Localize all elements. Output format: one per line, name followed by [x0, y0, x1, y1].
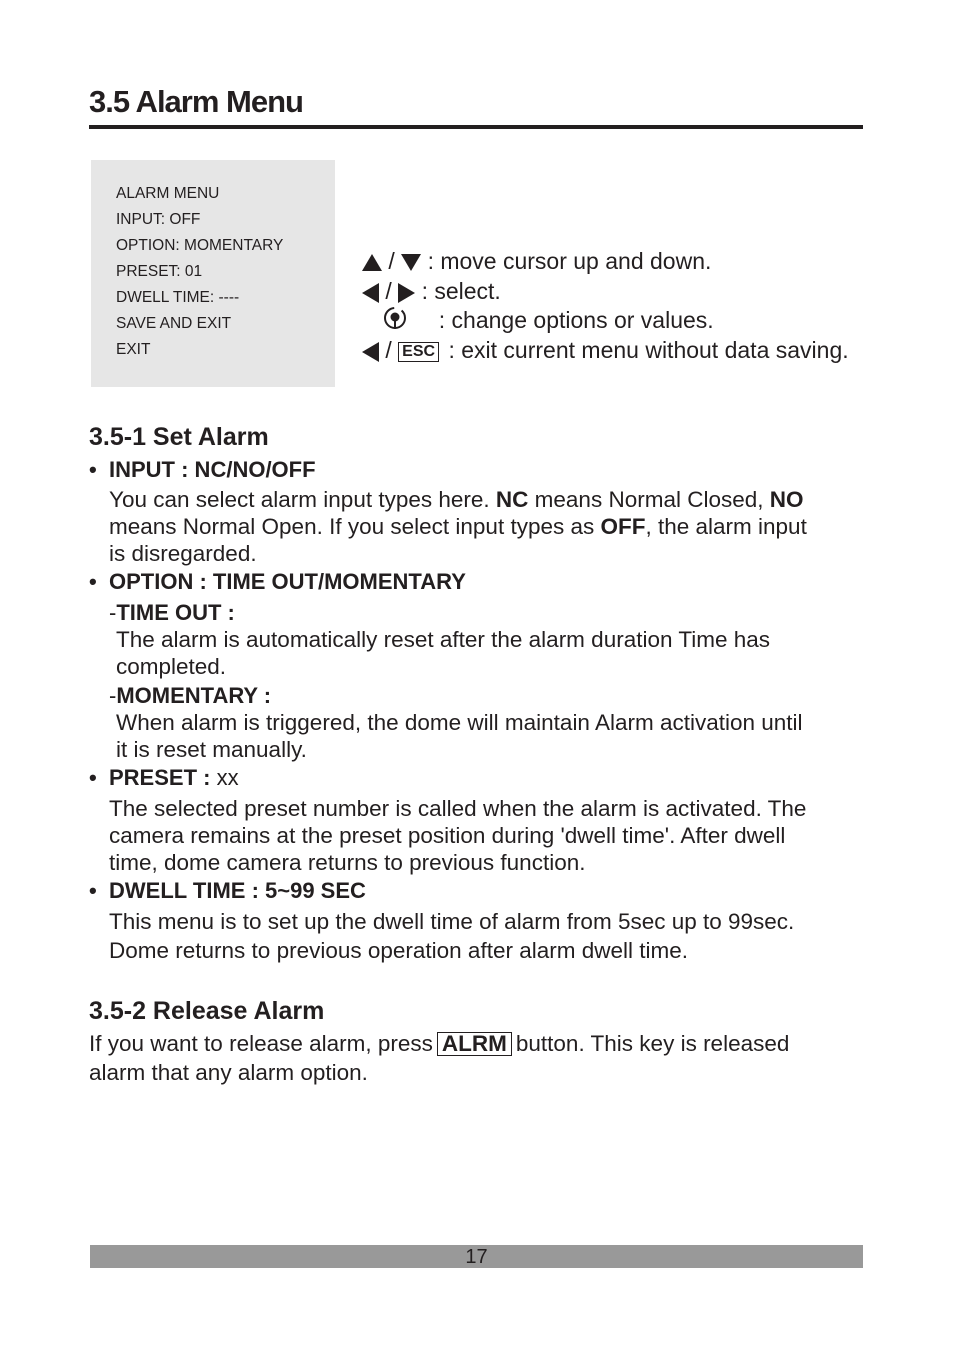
- dwell-paragraph: [109, 907, 794, 965]
- bullet-option: [89, 569, 466, 595]
- bullet-dot: •: [89, 569, 97, 594]
- triangle-right-icon: [398, 283, 415, 303]
- term-no: NO: [769, 487, 804, 512]
- text: You can select alarm input types here.: [109, 487, 496, 512]
- text: camera remains at the preset position during 'dwell time'. After dwell: [109, 823, 786, 848]
- text: The alarm is automatically reset after the alarm duration Time has: [116, 627, 771, 652]
- legend-change: [382, 305, 714, 335]
- legend-change-text: : change options or values.: [438, 307, 714, 333]
- text: -: [109, 683, 117, 708]
- text: completed.: [116, 654, 227, 679]
- text: This menu is to set up the dwell time of alarm from 5sec up to 99sec.: [109, 909, 795, 934]
- text: it is reset manually.: [116, 737, 307, 762]
- triangle-left-icon: [362, 283, 379, 303]
- title-underline: [89, 125, 863, 129]
- text: , the alarm input: [645, 514, 807, 539]
- jog-dial-icon: [382, 305, 408, 338]
- text: When alarm is triggered, the dome will maintain Alarm activation until: [116, 710, 803, 735]
- text: time, dome camera returns to previous function.: [109, 850, 586, 875]
- legend-select-text: : select.: [421, 278, 501, 304]
- menu-line-exit: EXIT: [116, 341, 151, 358]
- alrm-key: ALRM: [437, 1032, 512, 1056]
- text: If you want to release alarm, press: [89, 1031, 433, 1056]
- term-nc: NC: [495, 487, 529, 512]
- menu-line-save-exit: SAVE AND EXIT: [116, 315, 232, 332]
- text: alarm that any alarm option.: [89, 1060, 368, 1085]
- legend-slash: /: [385, 278, 392, 304]
- footer-bar: [90, 1245, 863, 1268]
- esc-key: ESC: [398, 342, 439, 362]
- bullet-input: [89, 457, 316, 483]
- text: -: [109, 600, 117, 625]
- menu-line-preset: PRESET: 01: [116, 263, 203, 280]
- legend-move: [362, 246, 711, 276]
- alarm-menu-screen: [91, 160, 335, 387]
- text: means Normal Closed,: [528, 487, 770, 512]
- page-number: 17: [465, 1246, 488, 1268]
- bullet-dot: •: [89, 457, 97, 482]
- triangle-up-icon: [362, 254, 382, 271]
- menu-line-dwell: DWELL TIME: ----: [116, 289, 240, 306]
- timeout-heading: [109, 599, 235, 626]
- preset-paragraph: [109, 795, 806, 876]
- menu-line-input: INPUT: OFF: [116, 211, 201, 228]
- text: TIME OUT :: [116, 600, 235, 625]
- text: button. This key is released: [515, 1031, 790, 1056]
- legend-slash: /: [385, 337, 392, 363]
- bullet-preset-heading: PRESET :: [109, 765, 217, 790]
- text: MOMENTARY :: [116, 683, 272, 708]
- legend-exit-text: : exit current menu without data saving.: [448, 337, 849, 363]
- section-heading-release-alarm: 3.5-2 Release Alarm: [89, 997, 325, 1025]
- input-paragraph: [109, 486, 807, 567]
- legend-move-text: : move cursor up and down.: [427, 248, 712, 274]
- bullet-dot: •: [89, 765, 97, 790]
- text: Dome returns to previous operation after alarm dwell time.: [109, 938, 689, 963]
- timeout-paragraph: [116, 626, 770, 680]
- bullet-dwell: [89, 878, 366, 904]
- legend-slash: /: [388, 248, 395, 274]
- bullet-preset: [89, 765, 239, 791]
- menu-line-title: ALARM MENU: [116, 185, 220, 202]
- momentary-paragraph: [116, 709, 803, 763]
- term-off: OFF: [600, 514, 646, 539]
- page-title: 3.5 Alarm Menu: [89, 84, 303, 119]
- bullet-dot: •: [89, 878, 97, 903]
- text: The selected preset number is called when the alarm is activated. The: [109, 796, 807, 821]
- momentary-heading: [109, 682, 271, 709]
- bullet-option-heading: OPTION : TIME OUT/MOMENTARY: [109, 569, 466, 594]
- bullet-input-heading: INPUT : NC/NO/OFF: [109, 457, 316, 482]
- section-heading-set-alarm: 3.5-1 Set Alarm: [89, 423, 269, 451]
- menu-line-option: OPTION: MOMENTARY: [116, 237, 284, 254]
- triangle-down-icon: [401, 254, 421, 271]
- preset-value: xx: [216, 765, 239, 790]
- legend-select: [362, 276, 501, 306]
- text: is disregarded.: [109, 541, 257, 566]
- legend-exit: [362, 335, 849, 365]
- triangle-left-icon: [362, 342, 379, 362]
- bullet-dwell-heading: DWELL TIME : 5~99 SEC: [109, 878, 366, 903]
- text: means Normal Open. If you select input types as: [109, 514, 601, 539]
- release-paragraph: [89, 1029, 789, 1087]
